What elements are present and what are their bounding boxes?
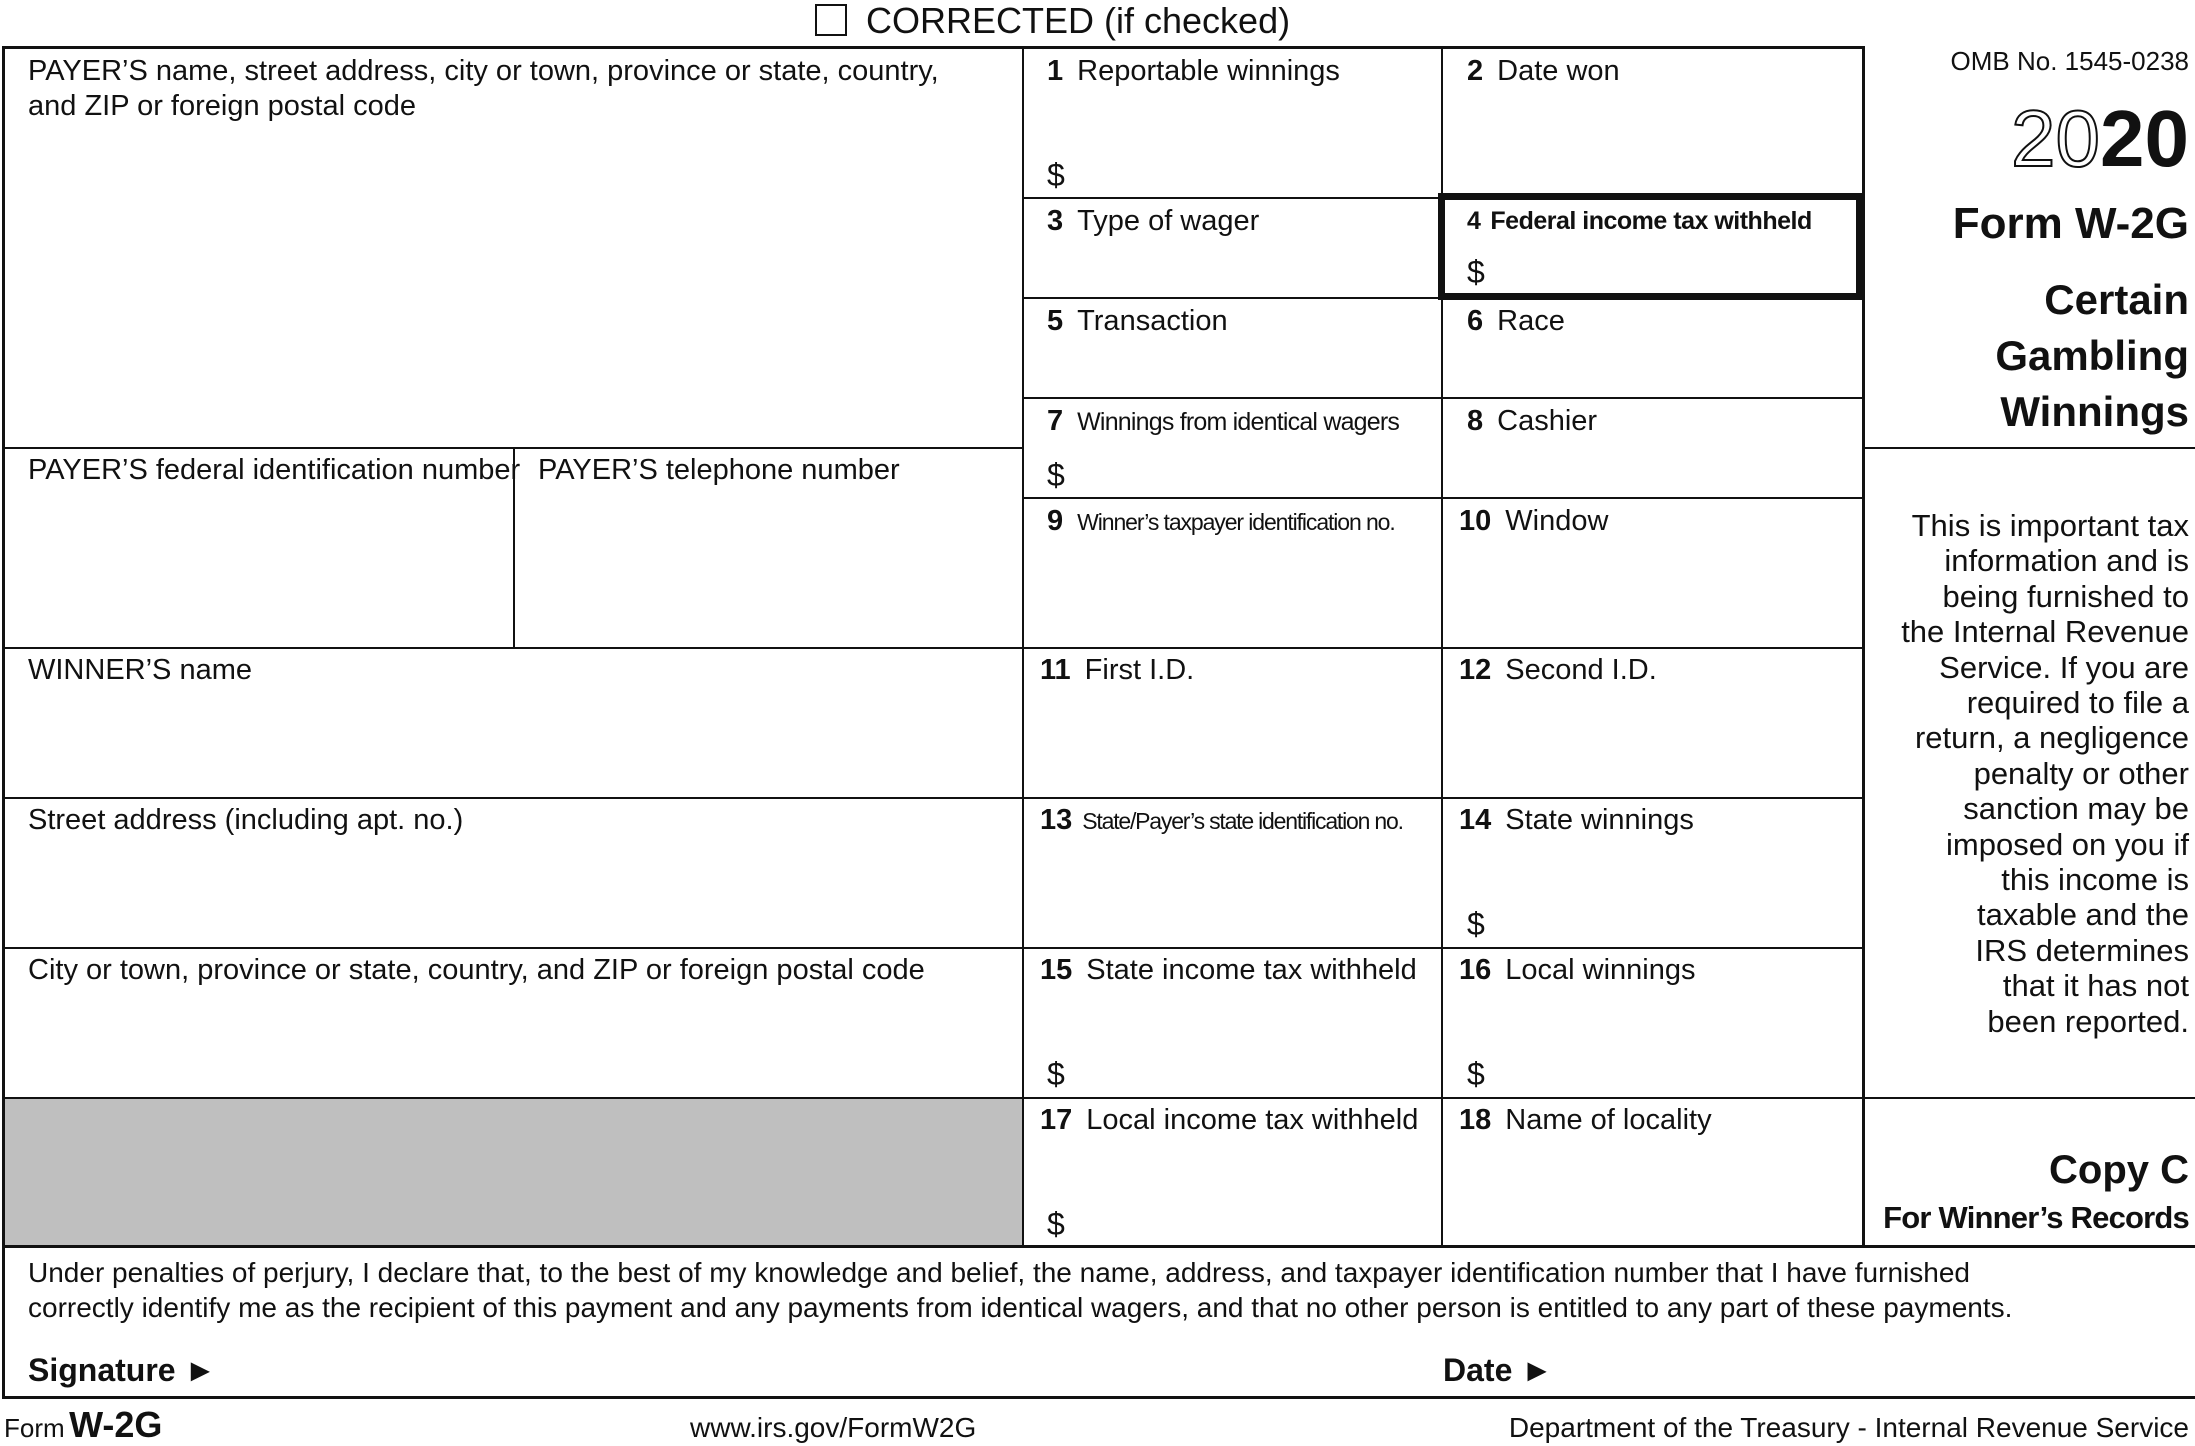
box-3-text: Type of wager bbox=[1077, 205, 1260, 237]
box-15-label bbox=[1040, 953, 1417, 988]
payer-name-label-2: and ZIP or foreign postal code bbox=[28, 90, 416, 122]
box-1-label bbox=[1047, 54, 1340, 89]
notice-line: imposed on you if bbox=[1946, 826, 2189, 862]
box-6-label bbox=[1467, 304, 1565, 339]
box-14-label bbox=[1459, 803, 1694, 838]
box-13-label bbox=[1040, 803, 1403, 839]
form-title-line-3: Winnings bbox=[2000, 388, 2189, 435]
tax-year bbox=[2011, 94, 2189, 184]
box-6-num: 6 bbox=[1467, 305, 1484, 337]
box-18-num: 18 bbox=[1459, 1104, 1492, 1136]
footer-form-id: W-2G bbox=[69, 1404, 163, 1445]
box-9-label bbox=[1047, 504, 1395, 540]
box-12-num: 12 bbox=[1459, 654, 1492, 686]
box-14-text: State winnings bbox=[1505, 804, 1694, 836]
box-1-text: Reportable winnings bbox=[1077, 55, 1340, 87]
box-2-label bbox=[1467, 54, 1620, 89]
form-title-line-1: Certain bbox=[2044, 276, 2189, 323]
box-17-num: 17 bbox=[1040, 1104, 1073, 1136]
perjury-statement bbox=[28, 1255, 2168, 1325]
frame-mid bbox=[2, 1245, 2195, 1248]
notice-line: this income is bbox=[2001, 862, 2189, 898]
box-5-text: Transaction bbox=[1077, 305, 1228, 337]
corrected-label: CORRECTED (if checked) bbox=[866, 0, 1291, 41]
notice-line: penalty or other bbox=[1973, 755, 2189, 791]
notice-line: IRS determines bbox=[1975, 932, 2189, 968]
box-4-text: Federal income tax withheld bbox=[1490, 207, 1812, 235]
box-2-text: Date won bbox=[1497, 55, 1620, 87]
payer-fed-id-label: PAYER’S federal identification number bbox=[28, 454, 521, 486]
tax-year-outline: 20 bbox=[2011, 94, 2101, 183]
footer-form bbox=[4, 1404, 162, 1446]
box-7-label bbox=[1047, 404, 1399, 440]
box-2-num: 2 bbox=[1467, 55, 1484, 87]
notice-line: that it has not bbox=[2002, 968, 2189, 1004]
payer-phone-label: PAYER’S telephone number bbox=[538, 454, 900, 486]
footer-url[interactable]: www.irs.gov/FormW2G bbox=[690, 1412, 977, 1443]
omb-number: OMB No. 1545-0238 bbox=[1950, 46, 2189, 76]
form-name: Form W-2G bbox=[1952, 199, 2189, 248]
notice-text bbox=[1901, 508, 2189, 1039]
sidebar-sep-2 bbox=[1862, 1097, 2195, 1099]
notice-line: This is important tax bbox=[1911, 508, 2189, 543]
winner-street-label: Street address (including apt. no.) bbox=[28, 804, 464, 836]
box-8-text: Cashier bbox=[1497, 405, 1598, 437]
grid-h-l1 bbox=[2, 447, 1022, 449]
copy-label: Copy C bbox=[2049, 1148, 2189, 1192]
box-15-num: 15 bbox=[1040, 954, 1073, 986]
box-5-label bbox=[1047, 304, 1228, 339]
box-13-text: State/Payer’s state identification no. bbox=[1082, 808, 1403, 834]
box-15-dollar: $ bbox=[1047, 1056, 1065, 1092]
box-15-text: State income tax withheld bbox=[1086, 954, 1417, 986]
form-title-line-2: Gambling bbox=[1995, 332, 2189, 379]
box-4-label bbox=[1467, 204, 1812, 239]
box-11-num: 11 bbox=[1040, 654, 1071, 686]
copy-sub-label: For Winner’s Records bbox=[1883, 1200, 2189, 1235]
box-3-label bbox=[1047, 204, 1259, 239]
box-18-text: Name of locality bbox=[1505, 1104, 1712, 1136]
frame-bottom bbox=[2, 1396, 2195, 1399]
footer-form-word: Form bbox=[4, 1413, 65, 1443]
box-3-num: 3 bbox=[1047, 205, 1064, 237]
box-17-text: Local income tax withheld bbox=[1086, 1104, 1419, 1136]
tax-year-bold: 20 bbox=[2100, 94, 2189, 183]
notice-line: being furnished to bbox=[1942, 578, 2189, 614]
box-8-label bbox=[1467, 404, 1597, 439]
box-17-dollar: $ bbox=[1047, 1206, 1065, 1242]
box-18-label bbox=[1459, 1103, 1712, 1138]
box-7-text: Winnings from identical wagers bbox=[1077, 408, 1400, 436]
signature-label: Signature ► bbox=[28, 1352, 217, 1388]
box-16-label bbox=[1459, 953, 1696, 988]
box-12-label bbox=[1459, 653, 1657, 688]
notice-line: the Internal Revenue bbox=[1901, 614, 2189, 650]
box-1-num: 1 bbox=[1047, 55, 1064, 87]
date-label: Date ► bbox=[1443, 1352, 1553, 1388]
box-4-num: 4 bbox=[1467, 207, 1481, 235]
grid-h-r4 bbox=[1022, 497, 1862, 499]
box-7-num: 7 bbox=[1047, 405, 1064, 437]
box-16-dollar: $ bbox=[1467, 1056, 1485, 1092]
box-10-label bbox=[1459, 504, 1608, 539]
grid-h-r3 bbox=[1022, 397, 1862, 399]
corrected-checkbox[interactable] bbox=[815, 4, 847, 36]
box-13-num: 13 bbox=[1040, 804, 1073, 836]
winner-name-label: WINNER’S name bbox=[28, 654, 252, 686]
box-14-dollar: $ bbox=[1467, 906, 1485, 942]
box-11-label bbox=[1040, 653, 1194, 688]
box-12-text: Second I.D. bbox=[1505, 654, 1657, 686]
box-1-dollar: $ bbox=[1047, 157, 1065, 193]
box-9-num: 9 bbox=[1047, 505, 1064, 537]
frame-left bbox=[2, 46, 5, 1398]
payer-name-label-1: PAYER’S name, street address, city or town, province or state, country, bbox=[28, 55, 939, 87]
box-8-num: 8 bbox=[1467, 405, 1484, 437]
box-10-num: 10 bbox=[1459, 505, 1492, 537]
grid-h-f3 bbox=[2, 947, 1864, 949]
box-7-dollar: $ bbox=[1047, 457, 1065, 493]
box-10-text: Window bbox=[1505, 505, 1609, 537]
box-9-text: Winner’s taxpayer identification no. bbox=[1077, 509, 1395, 535]
winner-city-label: City or town, province or state, country, and ZIP or foreign postal code bbox=[28, 954, 925, 986]
grid-v1 bbox=[1022, 46, 1024, 1246]
box-16-num: 16 bbox=[1459, 954, 1492, 986]
frame-top bbox=[2, 46, 1864, 49]
perjury-line-1: Under penalties of perjury, I declare that, to the best of my knowledge and belief, the name, address, and taxpayer identification number that I have furnished bbox=[28, 1257, 1970, 1288]
box-14-num: 14 bbox=[1459, 804, 1492, 836]
notice-line: taxable and the bbox=[1976, 897, 2189, 933]
box-4-dollar: $ bbox=[1467, 254, 1485, 290]
notice-line: been reported. bbox=[1987, 1003, 2189, 1039]
notice-line: required to file a bbox=[1966, 685, 2189, 721]
box-17-label bbox=[1040, 1103, 1418, 1138]
notice-line: return, a negligence bbox=[1914, 720, 2189, 756]
notice-line: sanction may be bbox=[1963, 791, 2189, 827]
box-6-text: Race bbox=[1497, 305, 1565, 337]
form-title bbox=[1995, 272, 2189, 440]
grid-h-f1 bbox=[2, 647, 1864, 649]
box-11-text: First I.D. bbox=[1084, 654, 1195, 686]
perjury-line-2: correctly identify me as the recipient of this payment and any payments from identical wagers, and that no other person is entitled to any part of these payments. bbox=[28, 1292, 2013, 1323]
box-16-text: Local winnings bbox=[1505, 954, 1696, 986]
box-5-num: 5 bbox=[1047, 305, 1064, 337]
notice-line: information and is bbox=[1944, 543, 2189, 579]
grid-h-f4 bbox=[2, 1097, 1864, 1099]
notice-line: Service. If you are bbox=[1939, 649, 2189, 685]
shaded-cell bbox=[4, 1098, 1023, 1246]
grid-h-f2 bbox=[2, 797, 1864, 799]
footer-department: Department of the Treasury - Internal Revenue Service bbox=[1508, 1412, 2189, 1443]
sidebar-sep-1 bbox=[1862, 447, 2195, 449]
